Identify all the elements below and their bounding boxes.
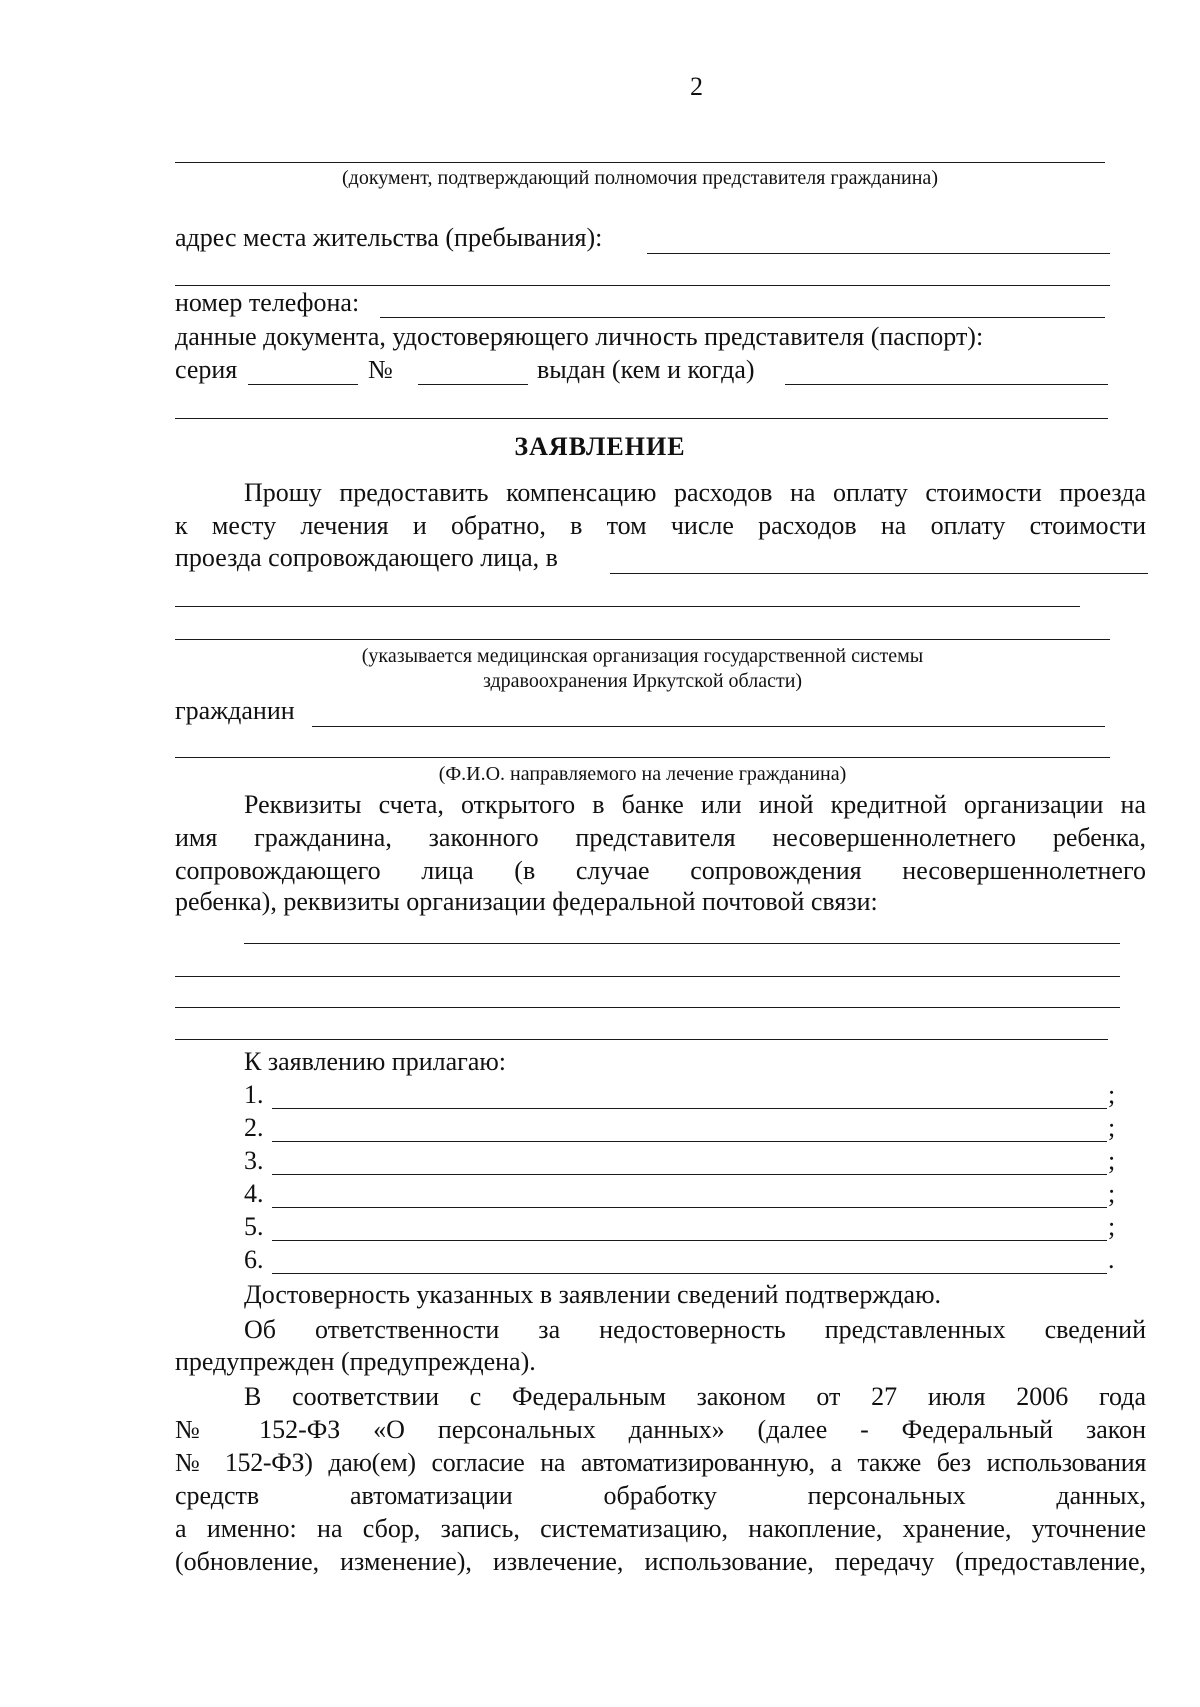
issued-field[interactable]	[785, 384, 1108, 385]
requisites-text-line-3: сопровождающего лица (в случае сопровождения несовершеннолетнего	[175, 856, 1146, 885]
attachment-number: 5.	[244, 1212, 264, 1241]
medical-organization-caption-1: (указывается медицинская организация государственной системы	[361, 645, 924, 667]
confirmation-text: Достоверность указанных в заявлении сведений подтверждаю.	[244, 1280, 941, 1309]
medical-organization-caption-2: здравоохранения Иркутской области)	[482, 670, 803, 692]
medical-organization-field-3[interactable]	[175, 639, 1110, 640]
series-label: серия	[175, 355, 238, 384]
number-sign-label: №	[368, 355, 393, 384]
attachment-number: 2.	[244, 1113, 264, 1142]
issued-label: выдан (кем и когда)	[537, 355, 755, 384]
attachment-field-4[interactable]	[272, 1207, 1107, 1208]
consent-text-line-5: а именно: на сбор, запись, систематизацию, накопление, хранение, уточнение	[175, 1514, 1146, 1543]
address-field-continued[interactable]	[175, 285, 1110, 286]
attachment-end: ;	[1108, 1080, 1116, 1109]
citizen-name-field[interactable]	[312, 726, 1105, 727]
consent-text-line-2: № 152-ФЗ «О персональных данных» (далее - Федеральный закон	[175, 1415, 1146, 1444]
attachment-end: .	[1108, 1245, 1115, 1274]
attachments-label: К заявлению прилагаю:	[244, 1047, 507, 1076]
attachment-field-6[interactable]	[272, 1273, 1107, 1274]
attachment-field-5[interactable]	[272, 1240, 1107, 1241]
requisites-text-line-1: Реквизиты счета, открытого в банке или иной кредитной организации на	[244, 790, 1146, 819]
attachment-end: ;	[1108, 1179, 1116, 1208]
attachment-number: 6.	[244, 1245, 264, 1274]
series-field[interactable]	[248, 384, 358, 385]
requisites-field-2[interactable]	[175, 976, 1120, 977]
attachment-number: 4.	[244, 1179, 264, 1208]
attachment-field-3[interactable]	[272, 1174, 1107, 1175]
address-label: адрес места жительства (пребывания):	[175, 223, 603, 252]
requisites-text-line-2: имя гражданина, законного представителя несовершеннолетнего ребенка,	[175, 823, 1146, 852]
citizen-label: гражданин	[175, 696, 295, 725]
medical-organization-field-2[interactable]	[175, 606, 1080, 607]
warning-text-line-1: Об ответственности за недостоверность представленных сведений	[244, 1315, 1146, 1344]
attachment-end: ;	[1108, 1146, 1116, 1175]
attachment-number: 3.	[244, 1146, 264, 1175]
phone-label: номер телефона:	[175, 288, 360, 317]
issued-field-continued[interactable]	[175, 418, 1108, 419]
attachment-end: ;	[1108, 1113, 1116, 1142]
requisites-field-4[interactable]	[175, 1039, 1108, 1040]
warning-text-line-2: предупрежден (предупреждена).	[175, 1347, 536, 1376]
request-text-line-3: проезда сопровождающего лица, в	[175, 543, 558, 572]
attachment-number: 1.	[244, 1080, 264, 1109]
requisites-field-1[interactable]	[244, 943, 1120, 944]
citizen-name-field-2[interactable]	[175, 757, 1110, 758]
requisites-text-line-4: ребенка), реквизиты организации федеральной почтовой связи:	[175, 887, 878, 916]
attachment-end: ;	[1108, 1212, 1116, 1241]
address-field[interactable]	[647, 253, 1110, 254]
consent-text-line-1: В соответствии с Федеральным законом от 27 июля 2006 года	[244, 1382, 1146, 1411]
statement-title: ЗАЯВЛЕНИЕ	[514, 432, 686, 461]
attachment-field-1[interactable]	[272, 1108, 1107, 1109]
id-document-label: данные документа, удостоверяющего личность представителя (паспорт):	[175, 322, 984, 351]
medical-organization-field[interactable]	[610, 573, 1148, 574]
page-number: 2	[690, 72, 703, 101]
representative-document-line[interactable]	[175, 162, 1105, 163]
representative-document-caption: (документ, подтверждающий полномочия представителя гражданина)	[342, 167, 938, 189]
requisites-field-3[interactable]	[175, 1007, 1120, 1008]
attachment-field-2[interactable]	[272, 1141, 1107, 1142]
request-text-line-1: Прошу предоставить компенсацию расходов на оплату стоимости проезда	[244, 478, 1146, 507]
citizen-caption: (Ф.И.О. направляемого на лечение гражданина)	[438, 763, 847, 785]
consent-text-line-6: (обновление, изменение), извлечение, использование, передачу (предоставление,	[175, 1547, 1146, 1576]
passport-number-field[interactable]	[418, 384, 528, 385]
request-text-line-2: к месту лечения и обратно, в том числе расходов на оплату стоимости	[175, 511, 1146, 540]
consent-text-line-3: № 152-ФЗ) даю(ем) согласие на автоматизированную, а также без использования	[175, 1448, 1146, 1477]
phone-field[interactable]	[380, 317, 1105, 318]
consent-text-line-4: средств автоматизации обработку персональных данных,	[175, 1481, 1146, 1510]
